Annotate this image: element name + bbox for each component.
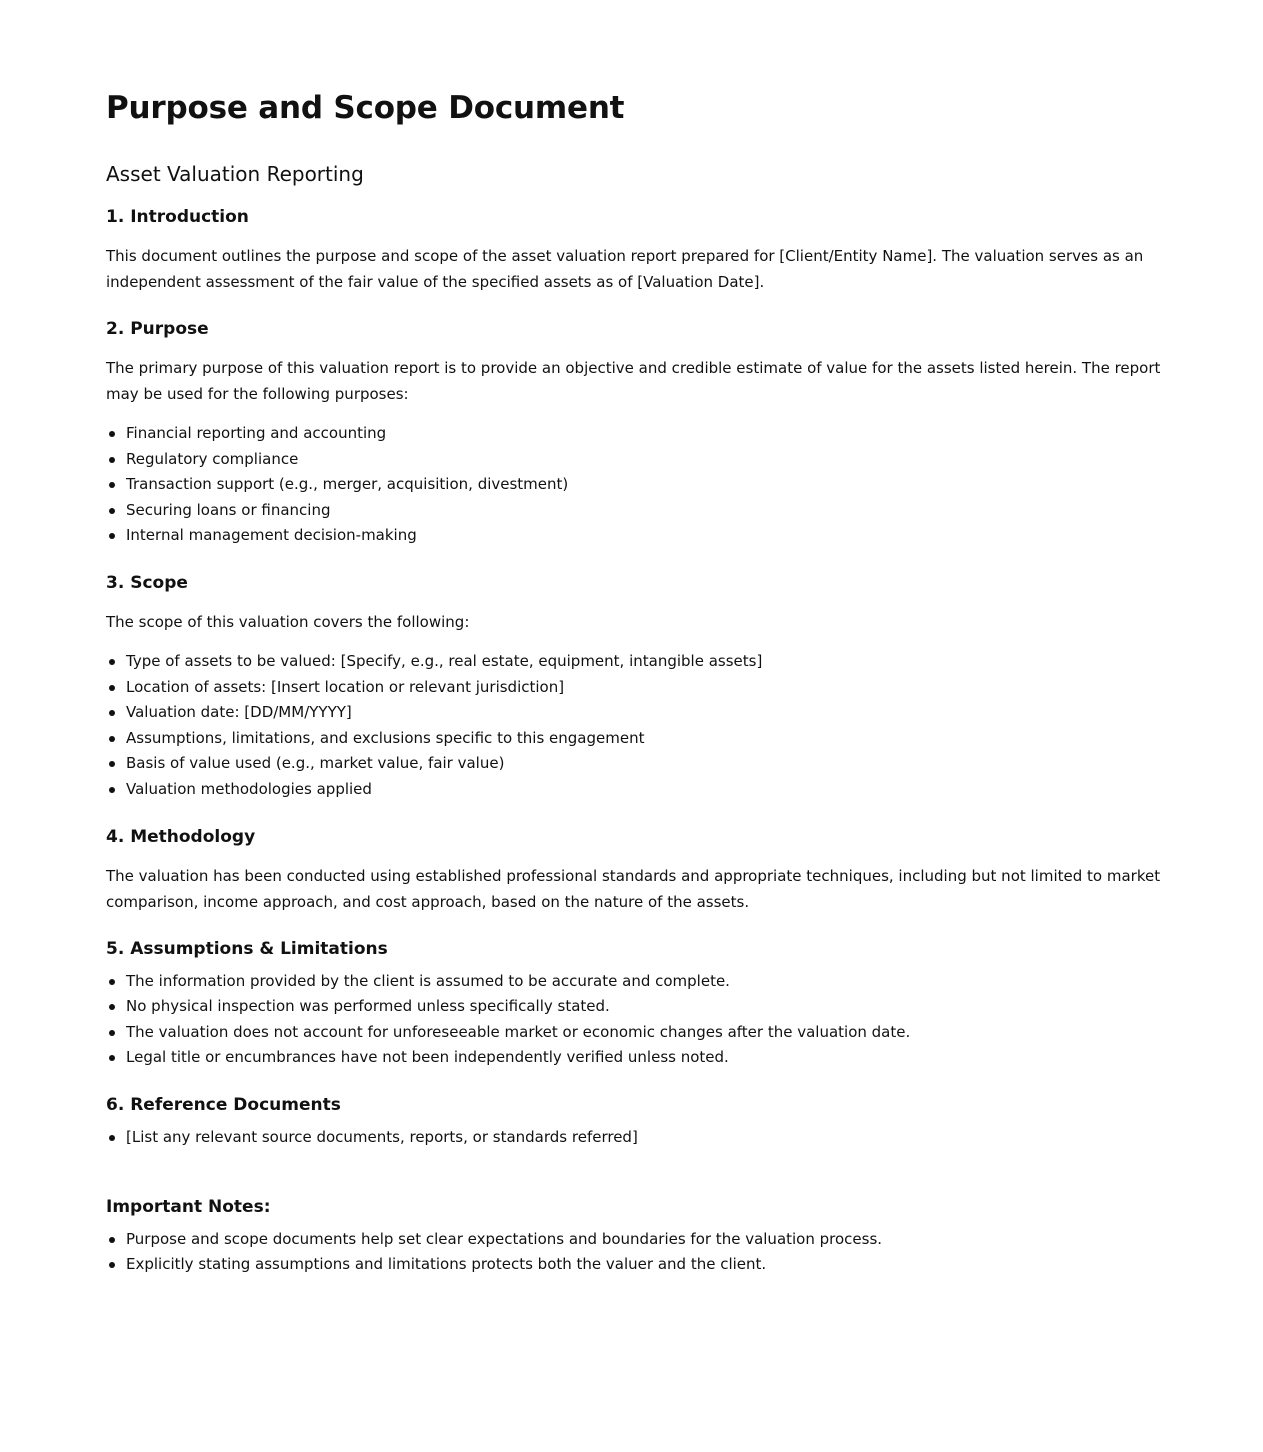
list-item: The valuation does not account for unforeseeable market or economic changes after the valuation date. [126,1020,1166,1046]
list-item: No physical inspection was performed unless specifically stated. [126,994,1166,1020]
notes-list [106,1227,1166,1278]
list-item: Explicitly stating assumptions and limitations protects both the valuer and the client. [126,1252,1166,1278]
list-item: Basis of value used (e.g., market value, fair value) [126,751,1166,777]
scope-list [106,649,1166,803]
methodology-heading: 4. Methodology [106,826,256,847]
methodology-section [106,825,1166,915]
assumptions-section [106,937,1166,1071]
list-item: Legal title or encumbrances have not been independently verified unless noted. [126,1045,1166,1071]
introduction-heading: 1. Introduction [106,207,249,227]
list-item: [List any relevant source documents, reports, or standards referred] [126,1125,1166,1151]
notes-section [106,1195,1166,1278]
notes-heading: Important Notes: [106,1196,271,1217]
list-item: Location of assets: [Insert location or relevant jurisdiction] [126,675,1166,701]
list-item: Internal management decision-making [126,523,1166,549]
list-item: Valuation date: [DD/MM/YYYY] [126,700,1166,726]
purpose-section [106,317,1166,549]
list-item: Type of assets to be valued: [Specify, e.g., real estate, equipment, intangible assets] [126,649,1166,675]
purpose-text: The primary purpose of this valuation report is to provide an objective and credible estimate of value for the assets listed herein. The report may be used for the following purposes: [106,359,1161,403]
list-item: Assumptions, limitations, and exclusions specific to this engagement [126,726,1166,752]
list-item: Financial reporting and accounting [126,421,1166,447]
scope-heading: 3. Scope [106,572,188,593]
assumptions-list [106,969,1166,1071]
references-heading: 6. Reference Documents [106,1094,341,1115]
scope-section [106,571,1166,803]
list-item: Valuation methodologies applied [126,777,1166,803]
list-item: Purpose and scope documents help set clear expectations and boundaries for the valuation process. [126,1227,1166,1253]
page-title: Purpose and Scope Document [106,90,625,126]
methodology-text: The valuation has been conducted using established professional standards and appropriate techniques, including but not limited to market comparison, income approach, and cost approach, based on the nature of the assets. [106,866,1161,911]
introduction-section [106,205,1166,295]
page-subtitle: Asset Valuation Reporting [106,162,364,186]
references-list [106,1125,1166,1151]
list-item: Regulatory compliance [126,447,1166,473]
list-item: Securing loans or financing [126,498,1166,524]
assumptions-heading: 5. Assumptions & Limitations [106,938,388,959]
purpose-heading: 2. Purpose [106,319,209,339]
introduction-text: This document outlines the purpose and scope of the asset valuation report prepared for [Client/Entity Name]. The valuation serves as an independent assessment of the fair value of the specified assets as of [Valuation Date]. [106,247,1144,291]
scope-text: The scope of this valuation covers the following: [106,612,470,631]
references-section [106,1093,1166,1151]
purpose-list [106,421,1166,549]
list-item: The information provided by the client is assumed to be accurate and complete. [126,969,1166,995]
list-item: Transaction support (e.g., merger, acquisition, divestment) [126,472,1166,498]
